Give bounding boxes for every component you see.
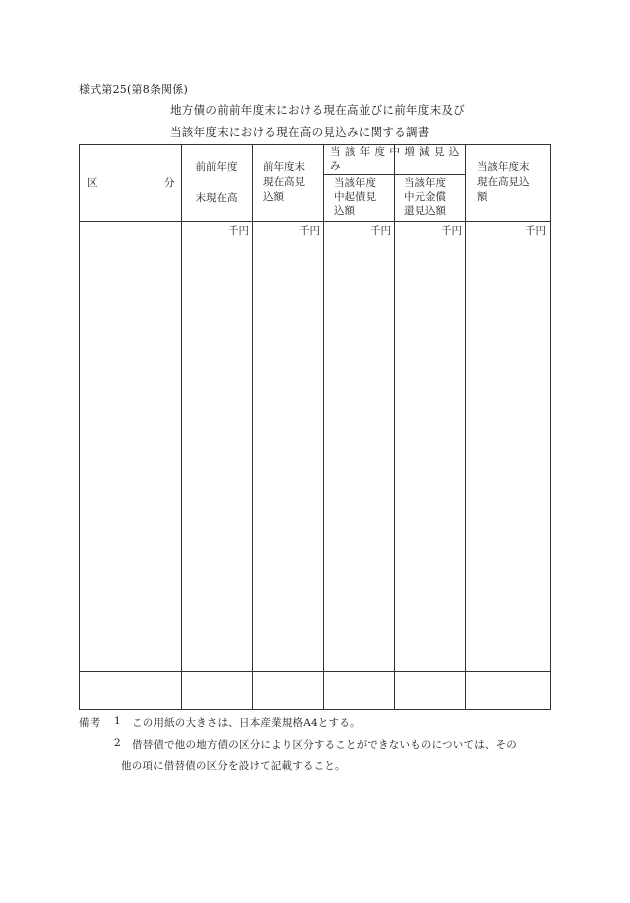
unit-label-issue: 千円	[370, 225, 391, 237]
note-2-continuation: 他の項に借替債の区分を設けて記載すること。	[121, 760, 346, 772]
header-prev-line-1: 前年度末	[263, 161, 305, 173]
header-current-line-1: 当該年度末	[477, 161, 530, 173]
note-2-number: 2	[114, 737, 121, 749]
header-prev-prev-line-2: 末現在高	[195, 192, 238, 204]
header-prev-prev-line-1: 前前年度	[195, 161, 238, 173]
unit-label-prev-prev: 千円	[228, 225, 249, 237]
unit-label-prev: 千円	[299, 225, 320, 237]
header-issue-line-1: 当該年度	[334, 177, 376, 189]
note-1-text: この用紙の大きさは、日本産業規格A4とする。	[132, 717, 361, 729]
survey-table	[79, 144, 551, 710]
header-repay-line-3: 還見込額	[404, 205, 446, 217]
header-bottom-line	[80, 221, 550, 222]
header-change-group-line-1: 当 該 年 度 中 増 減 見 込	[330, 146, 460, 158]
header-repay-line-1: 当該年度	[404, 177, 446, 189]
header-prev-line-3: 込額	[263, 191, 284, 203]
note-2-text: 借替債で他の地方債の区分により区分することができないものについては、その	[132, 739, 517, 751]
header-category-char-2: 分	[164, 177, 175, 189]
header-change-group-line-2: み	[330, 160, 341, 172]
total-row-line	[80, 671, 550, 672]
document-title-line-2: 当該年度末における現在高の見込みに関する調書	[170, 125, 430, 139]
notes-label: 備考	[79, 717, 101, 729]
header-issue-line-2: 中起債見	[334, 191, 376, 203]
header-repay-line-2: 中元金償	[404, 191, 446, 203]
unit-label-current: 千円	[525, 225, 546, 237]
header-current-line-3: 額	[477, 191, 488, 203]
unit-label-repay: 千円	[441, 225, 462, 237]
document-title-line-1: 地方債の前前年度末における現在高並びに前年度末及び	[170, 103, 465, 117]
form-number: 様式第25(第8条関係)	[79, 83, 188, 96]
note-1-number: 1	[114, 715, 121, 727]
header-current-line-2: 現在高見込	[477, 176, 530, 188]
header-prev-line-2: 現在高見	[263, 176, 305, 188]
header-category-char-1: 区	[87, 177, 98, 189]
group-header-divider	[323, 174, 465, 175]
header-issue-line-3: 込額	[334, 205, 355, 217]
